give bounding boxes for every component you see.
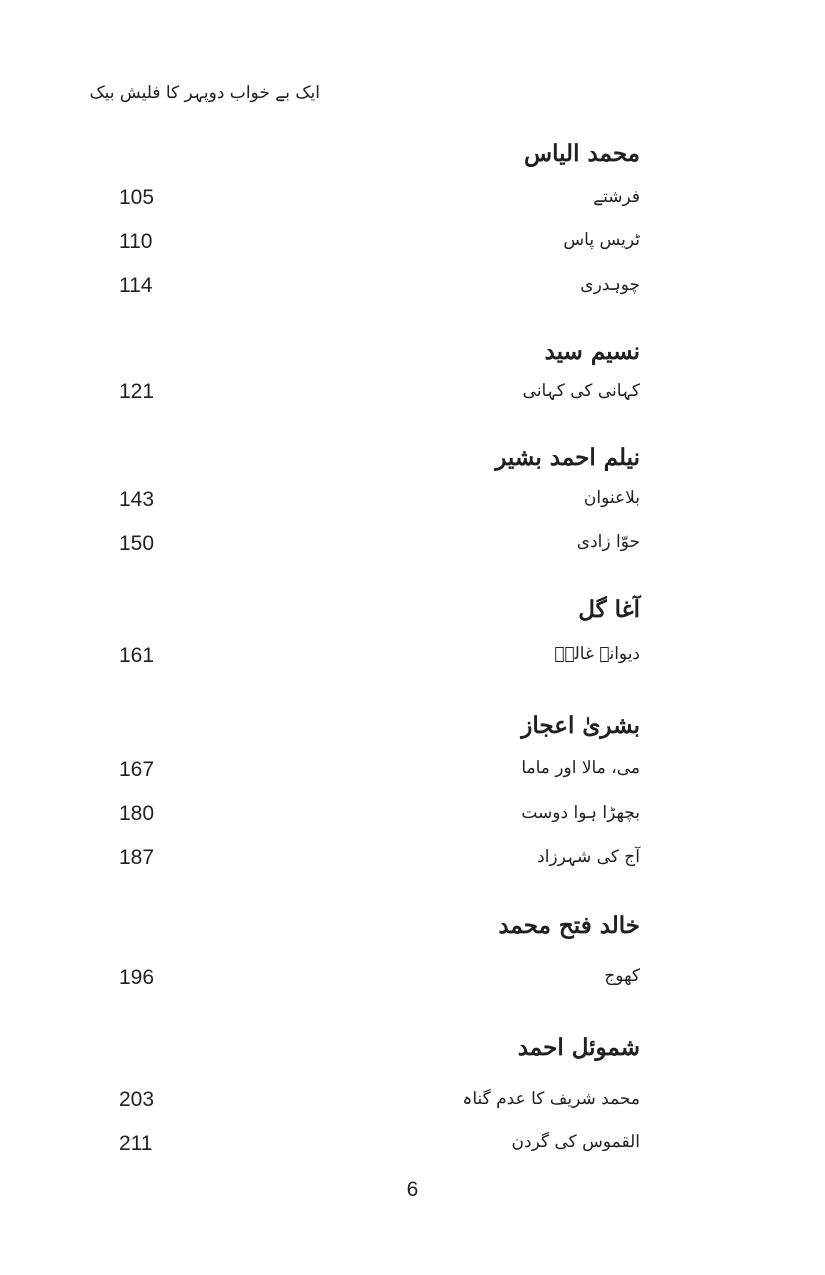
page-number: 143 xyxy=(119,488,155,511)
page-number: 167 xyxy=(119,758,155,781)
story-title: دیوانے غالبؔ xyxy=(554,644,640,664)
page-number: 211 xyxy=(119,1132,153,1155)
story-title: بچھڑا ہوا دوست xyxy=(521,803,640,823)
page-number: 114 xyxy=(119,274,153,297)
author-heading: نسیم سید xyxy=(544,338,640,365)
story-title: کہانی کی کہانی xyxy=(522,381,640,401)
author-heading: بشریٰ اعجاز xyxy=(521,712,640,739)
story-title: آج کی شہرزاد xyxy=(537,847,640,867)
author-heading: خالد فتح محمد xyxy=(498,912,640,939)
story-title: ٹریس پاس xyxy=(563,230,640,250)
story-title: کھوج xyxy=(604,966,640,986)
author-heading: شموئل احمد xyxy=(517,1034,640,1061)
page-number: 180 xyxy=(119,802,155,825)
page-number: 150 xyxy=(119,532,155,555)
author-heading: آغا گل xyxy=(578,596,640,623)
page-number: 196 xyxy=(119,966,155,989)
author-heading: نیلم احمد بشیر xyxy=(495,444,640,471)
story-title: حوّا زادی xyxy=(576,532,640,552)
story-title: محمد شریف کا عدم گناہ xyxy=(462,1089,640,1109)
story-title: القموس کی گردن xyxy=(511,1132,640,1152)
story-title: می، مالا اور ماما xyxy=(521,758,640,778)
author-heading: محمد الیاس xyxy=(524,140,640,167)
page-number: 161 xyxy=(119,644,155,667)
story-title: فرشتے xyxy=(593,187,640,207)
folio-page-number: 6 xyxy=(406,1178,419,1201)
story-title: چوہدری xyxy=(580,275,640,295)
page-number: 187 xyxy=(119,846,155,869)
running-header: ایک بے خواب دوپہر کا فلیش بیک xyxy=(89,83,320,103)
page-number: 110 xyxy=(119,230,153,253)
page-number: 105 xyxy=(119,186,155,209)
page-number: 121 xyxy=(119,380,155,403)
page-number: 203 xyxy=(119,1088,155,1111)
story-title: بلاعنوان xyxy=(583,488,640,508)
